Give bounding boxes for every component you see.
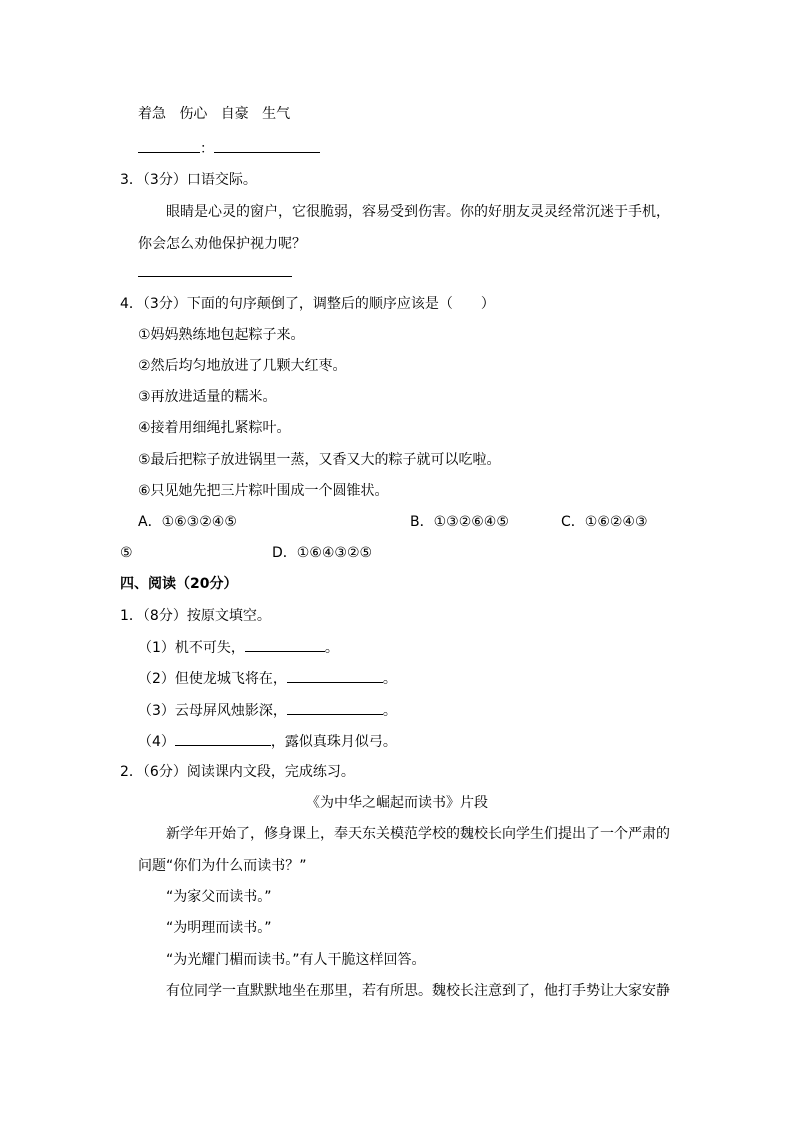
word-bank (138, 104, 290, 124)
word-bank-item: 生气 (262, 106, 291, 122)
question-number: 3． (120, 172, 143, 188)
option-d[interactable]: D．①⑥④③②⑤ (272, 545, 373, 561)
fill-item-post: ，露似真珠月似弓。 (270, 734, 397, 750)
option-a[interactable]: A．①⑥③②④⑤ (138, 514, 237, 530)
option-b[interactable]: B．①③②⑥④⑤ (410, 514, 509, 530)
q4-heading (120, 294, 495, 314)
fill-item-pre: （4） (138, 734, 175, 750)
question-stem: （3分）下面的句序颠倒了，调整后的顺序应该是（ ） (142, 296, 495, 312)
fill-item-pre: （2）但使龙城飞将在， (138, 671, 287, 687)
question-stem: （3分）口语交际。 (142, 172, 257, 188)
word-bank-item: 着急 (138, 106, 166, 122)
r2-heading (120, 762, 355, 782)
fill-item-post: 。 (382, 671, 397, 687)
option-c[interactable]: C．①⑥②④③ (561, 514, 648, 530)
fill-item (138, 731, 397, 752)
colon-text: ： (200, 141, 214, 157)
question-number: 2． (120, 764, 143, 780)
fill-item-pre: （1）机不可失， (138, 640, 245, 656)
option-c-wrap: ⑤ (120, 545, 133, 561)
q3-answer-row (138, 262, 292, 283)
answer-blank[interactable] (287, 668, 383, 683)
passage-line: 有位同学一直默默地坐在那里，若有所思。魏校长注意到了，他打手势让大家安静 (166, 983, 670, 999)
question-number: 1． (120, 608, 143, 624)
fill-item (138, 668, 397, 689)
q3-prompt-line: 你会怎么劝他保护视力呢？ (138, 236, 306, 252)
fill-item-post: 。 (324, 640, 339, 656)
passage-line: 问题“你们为什么而读书？” (138, 858, 307, 874)
answer-blank[interactable] (138, 138, 200, 153)
question-stem: （6分）阅读课内文段，完成练习。 (142, 764, 355, 780)
fill-item-pre: （3）云母屏风烛影深， (138, 703, 287, 719)
fill-item (138, 637, 339, 658)
sentence-item: ②然后均匀地放进了几颗大红枣。 (138, 358, 347, 374)
dialogue-line: “为明理而读书。” (166, 920, 272, 936)
answer-blank[interactable] (175, 731, 271, 746)
answer-blank[interactable] (214, 138, 320, 153)
answer-row (138, 138, 320, 159)
word-bank-item: 伤心 (179, 106, 208, 122)
dialogue-line: “为家父而读书。” (166, 889, 272, 905)
sentence-item: ⑤最后把粽子放进锅里一蒸，又香又大的粽子就可以吃啦。 (138, 452, 501, 468)
answer-blank[interactable] (245, 637, 325, 652)
section-title: 四、阅读（20分） (120, 576, 238, 592)
sentence-item: ③再放进适量的糯米。 (138, 389, 277, 405)
word-bank-item: 自豪 (220, 106, 249, 122)
question-number: 4． (120, 296, 143, 312)
q3-prompt-line: 眼睛是心灵的窗户，它很脆弱，容易受到伤害。你的好朋友灵灵经常沉迷于手机， (166, 204, 670, 220)
fill-item-post: 。 (382, 703, 397, 719)
sentence-item: ⑥只见她先把三片粽叶围成一个圆锥状。 (138, 483, 389, 499)
r1-heading (120, 606, 271, 626)
sentence-item: ④接着用细绳扎紧粽叶。 (138, 420, 291, 436)
dialogue-line: “为光耀门楣而读书。”有人干脆这样回答。 (166, 952, 426, 968)
q3-heading (120, 170, 257, 190)
fill-item (138, 700, 397, 721)
answer-blank[interactable] (138, 262, 292, 277)
answer-blank[interactable] (287, 700, 383, 715)
sentence-item: ①妈妈熟练地包起粽子来。 (138, 327, 305, 343)
passage-title: 《为中华之崛起而读书》片段 (306, 795, 488, 811)
question-stem: （8分）按原文填空。 (142, 608, 271, 624)
passage-line: 新学年开始了，修身课上，奉天东关模范学校的魏校长向学生们提出了一个严肃的 (166, 826, 670, 842)
